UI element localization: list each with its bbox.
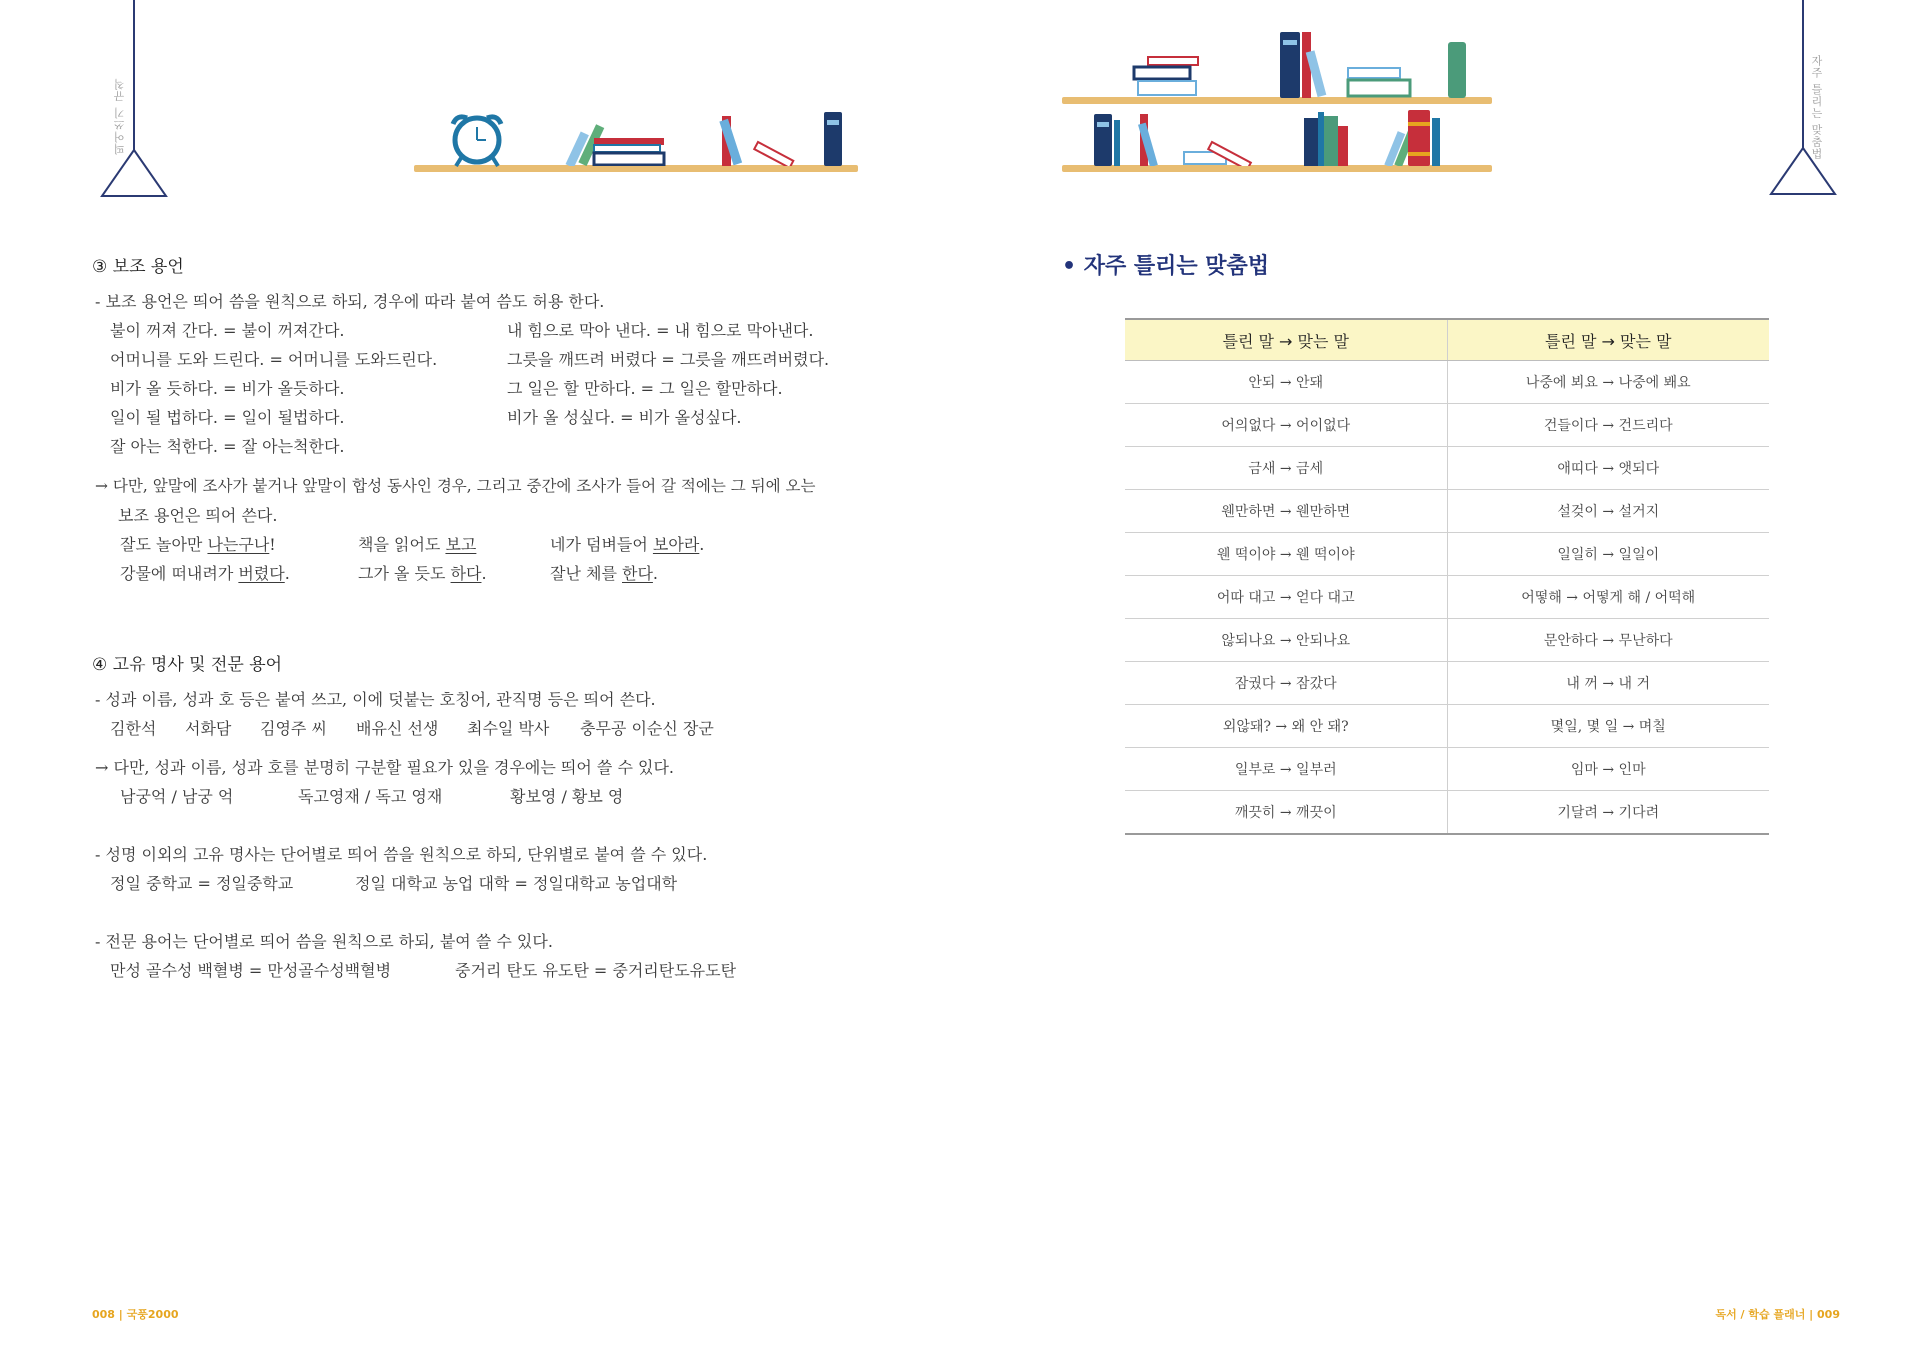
underline-example-6: 잘난 체를 한다. (550, 564, 659, 583)
table-cell: 일일히 → 일일이 (1447, 533, 1769, 576)
table-row (1125, 748, 1769, 791)
left-hanging-line (133, 0, 135, 150)
example-left-1: 불이 꺼져 간다. = 불이 꺼져간다. (110, 321, 345, 340)
table-cell: 안되 → 안돼 (1125, 361, 1447, 404)
right-upper-shelf (1062, 97, 1492, 104)
books-upper-center-icon (1278, 30, 1438, 98)
table-cell: 내 꺼 → 내 거 (1447, 662, 1769, 705)
table-cell: 임마 → 인마 (1447, 748, 1769, 791)
table-row (1125, 361, 1769, 404)
table-header-1: 틀린 말 → 맞는 말 (1125, 319, 1447, 361)
left-triangle-icon (100, 148, 168, 198)
table-cell: 금새 → 금세 (1125, 447, 1447, 490)
table-cell: 어따 대고 → 얻다 대고 (1125, 576, 1447, 619)
table-cell: 웬만하면 → 웬만하면 (1125, 490, 1447, 533)
table-row (1125, 447, 1769, 490)
table-cell: 나중에 뵈요 → 나중에 봬요 (1447, 361, 1769, 404)
example-left-4: 일이 될 법하다. = 일이 될법하다. (110, 408, 345, 427)
left-page-footer: 008 | 국풍2000 (92, 1308, 179, 1321)
section-4-rule-1: - 성과 이름, 성과 호 등은 붙여 쓰고, 이에 덧붙는 호칭어, 관직명 등은 띄어 쓴다. (95, 690, 656, 709)
name-3: 김영주 씨 (260, 719, 327, 738)
right-page-footer: 독서 / 학습 플래너 | 009 (1715, 1308, 1840, 1321)
right-triangle-icon (1769, 146, 1837, 196)
table-cell: 문안하다 → 무난하다 (1447, 619, 1769, 662)
rule-2-example-2: 정일 대학교 농업 대학 = 정일대학교 농업대학 (355, 874, 678, 893)
table-row (1125, 576, 1769, 619)
table-row (1125, 533, 1769, 576)
underline-example-3: 네가 덤벼들어 보아라. (550, 535, 705, 554)
ex-name-3: 황보영 / 황보 영 (510, 787, 624, 806)
table-cell: 건들이다 → 건드리다 (1447, 404, 1769, 447)
underline-example-4: 강물에 떠내려가 버렸다. (120, 564, 290, 583)
right-side-label: 자주 틀리는 맞춤법 (1810, 55, 1823, 160)
books-lower-left-icon (1092, 112, 1262, 166)
table-cell: 잠궜다 → 잠갔다 (1125, 662, 1447, 705)
section-4-rule-2: - 성명 이외의 고유 명사는 단어별로 띄어 씀을 원칙으로 하되, 단위별로 붙여 쓸 수 있다. (95, 845, 708, 864)
table-cell: 일부로 → 일부러 (1125, 748, 1447, 791)
example-left-3: 비가 올 듯하다. = 비가 올듯하다. (110, 379, 345, 398)
table-row (1125, 404, 1769, 447)
section-4-title: ④ 고유 명사 및 전문 용어 (92, 655, 283, 675)
name-2: 서화담 (185, 719, 232, 738)
table-cell: 기달려 → 기다려 (1447, 791, 1769, 835)
name-1: 김한석 (110, 719, 157, 738)
rule-3-example-2: 중거리 탄도 유도탄 = 중거리탄도유도탄 (455, 961, 737, 980)
ex-name-1: 남궁억 / 남궁 억 (120, 787, 234, 806)
spelling-table (1125, 318, 1769, 835)
table-cell: 설겆이 → 설거지 (1447, 490, 1769, 533)
right-page-title: • 자주 틀리는 맞춤법 (1062, 254, 1270, 279)
underline-example-2: 책을 읽어도 보고 (358, 535, 477, 554)
section-4-rule-3: - 전문 용어는 단어별로 띄어 씀을 원칙으로 하되, 붙여 쓸 수 있다. (95, 932, 553, 951)
book-standing-icon (822, 112, 844, 166)
right-lower-shelf (1062, 165, 1492, 172)
table-header-2: 틀린 말 → 맞는 말 (1447, 319, 1769, 361)
underline-example-5: 그가 올 듯도 하다. (358, 564, 487, 583)
right-hanging-line (1802, 0, 1804, 150)
example-left-5: 잘 아는 척한다. = 잘 아는척한다. (110, 437, 345, 456)
alarm-clock-icon (445, 112, 509, 168)
name-5: 최수일 박사 (467, 719, 550, 738)
table-cell: 어떻해 → 어떻게 해 / 어떡해 (1447, 576, 1769, 619)
table-row (1125, 662, 1769, 705)
table-row (1125, 619, 1769, 662)
table-cell: 애띠다 → 앳되다 (1447, 447, 1769, 490)
table-row (1125, 490, 1769, 533)
section-3-title: ③ 보조 용언 (92, 257, 184, 277)
rule-2-example-1: 정일 중학교 = 정일중학교 (110, 874, 294, 893)
example-right-3: 그 일은 할 만하다. = 그 일은 할만하다. (507, 379, 783, 398)
name-4: 배유신 선생 (356, 719, 439, 738)
example-right-2: 그릇을 깨뜨려 버렸다 = 그릇을 깨뜨려버렸다. (507, 350, 830, 369)
left-side-label: 띄어쓰기 규칙 (113, 78, 126, 155)
books-upper-stack-icon (1130, 55, 1200, 97)
section-4-exception: → 다만, 성과 이름, 성과 호를 분명히 구분할 필요가 있을 경우에는 띄어 쓸 수 있다. (95, 758, 675, 777)
books-group-1-icon (560, 118, 670, 166)
table-header-row (1125, 319, 1769, 361)
table-cell: 웬 떡이야 → 웬 떡이야 (1125, 533, 1447, 576)
exception-line-1: → 다만, 앞말에 조사가 붙거나 앞말이 합성 동사인 경우, 그리고 중간에 조사가 들어 갈 적에는 그 뒤에 오는 (95, 477, 816, 495)
example-left-2: 어머니를 도와 드린다. = 어머니를 도와드린다. (110, 350, 438, 369)
table-cell: 어의없다 → 어이없다 (1125, 404, 1447, 447)
underline-example-1: 잘도 놀아만 나는구나! (120, 535, 276, 554)
example-right-1: 내 힘으로 막아 낸다. = 내 힘으로 막아낸다. (507, 321, 814, 340)
ex-name-2: 독고영재 / 독고 영재 (298, 787, 443, 806)
table-cell: 몇일, 몇 일 → 며칠 (1447, 705, 1769, 748)
table-row (1125, 791, 1769, 835)
table-cell: 깨끗히 → 깨끗이 (1125, 791, 1447, 835)
name-6: 충무공 이순신 장군 (580, 719, 714, 738)
table-cell: 외않돼? → 왜 안 돼? (1125, 705, 1447, 748)
table-cell: 않되나요 → 안되나요 (1125, 619, 1447, 662)
books-group-2-icon (718, 112, 808, 166)
books-lower-right-icon (1302, 108, 1472, 166)
example-right-4: 비가 올 성싶다. = 비가 올성싶다. (507, 408, 742, 427)
rule-3-example-1: 만성 골수성 백혈병 = 만성골수성백혈병 (110, 961, 392, 980)
section-3-rule: - 보조 용언은 띄어 씀을 원칙으로 하되, 경우에 따라 붙여 씀도 허용 한다. (95, 292, 605, 311)
book-upper-right-icon (1446, 42, 1468, 98)
table-row (1125, 705, 1769, 748)
exception-line-2: 보조 용언은 띄어 쓴다. (118, 506, 278, 525)
